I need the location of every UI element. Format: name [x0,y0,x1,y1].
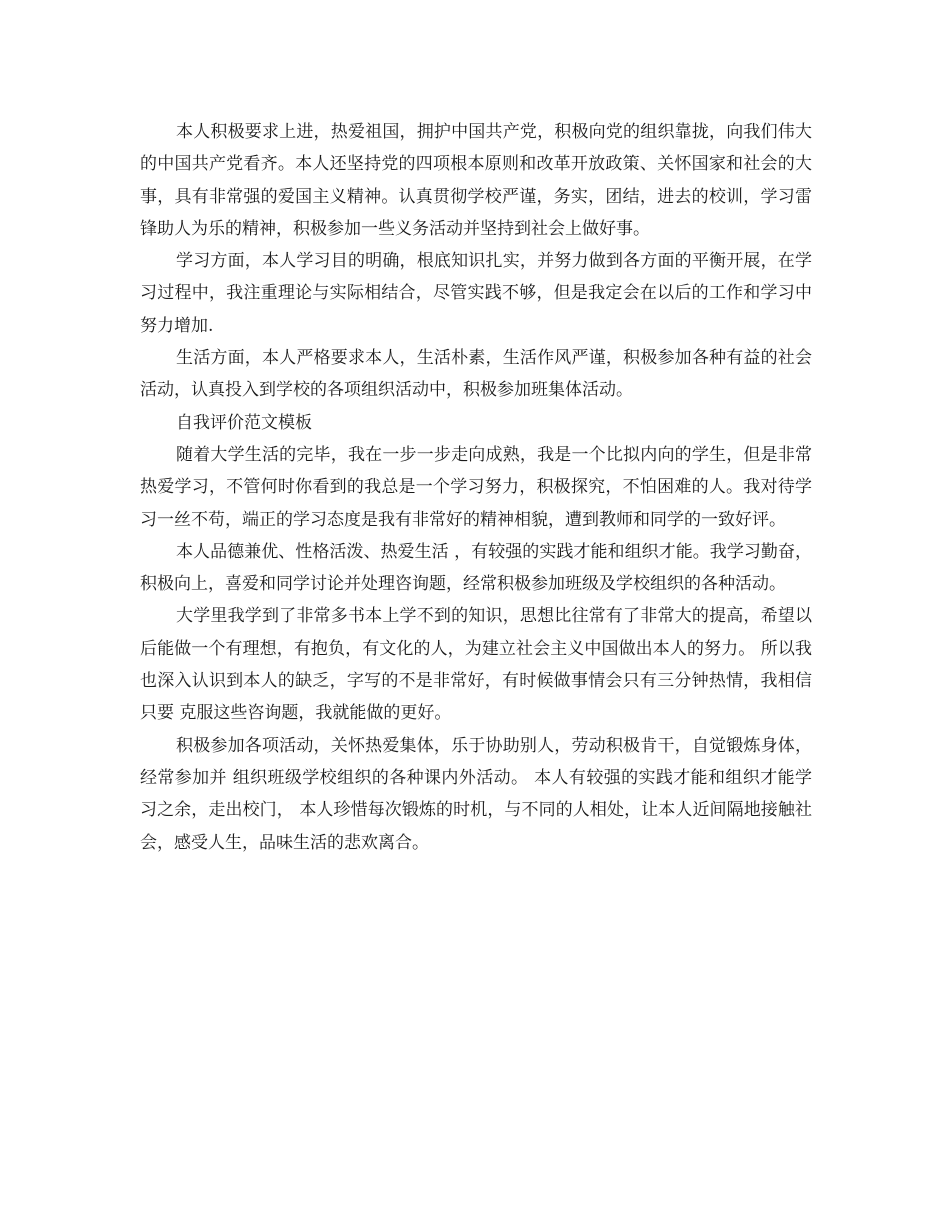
document-body [140,116,812,859]
paragraph-study: 学习方面，本人学习目的明确，根底知识扎实，并努力做到各方面的平衡开展，在学习过程中，我注重理论与实际相结合，尽管实践不够，但是我定会在以后的工作和学习中努力增加. [140,251,812,336]
paragraph-knowledge: 大学里我学到了非常多书本上学不到的知识，思想比往常有了非常大的提高，希望以后能做一个有理想，有抱负，有文化的人，为建立社会主义中国做出本人的努力。 所以我也深入认识到本人的缺乏，字写的不是非常好，有时候做事情会只有三分钟热情，我相信只要 克服这些咨询题，我就能做的更好。 [140,606,812,724]
paragraph-life: 生活方面，本人严格要求本人，生活朴素，生活作风严谨，积极参加各种有益的社会活动，认真投入到学校的各项组织活动中，积极参加班集体活动。 [140,348,812,401]
section-heading: 自我评价范文模板 [176,412,312,433]
paragraph-activities: 积极参加各项活动，关怀热爱集体，乐于协助别人，劳动积极肯干，自觉锻炼身体，经常参加并 组织班级学校组织的各种课内外活动。 本人有较强的实践才能和组织才能学习之余，走出校门， 本人珍惜每次锻炼的时机，与不同的人相处，让本人近间隔地接触社会，感受人生，品味生活的悲欢离合。 [140,735,812,853]
paragraph-character: 本人品德兼优、性格活泼、热爱生活 ，有较强的实践才能和组织才能。我学习勤奋，积极向上，喜爱和同学讨论并处理咨询题，经常积极参加班级及学校组织的各种活动。 [140,541,812,595]
paragraph-university-life: 随着大学生活的完毕，我在一步一步走向成熟，我是一个比拟内向的学生，但是非常热爱学习，不管何时你看到的我总是一个学习努力，积极探究，不怕困难的人。我对待学习一丝不苟，端正的学习态度是我有非常好的精神相貌，遭到教师和同学的一致好评。 [140,444,812,530]
paragraph-political: 本人积极要求上进，热爱祖国，拥护中国共产党，积极向党的组织靠拢，向我们伟大的中国共产党看齐。本人还坚持党的四项根本原则和改革开放政策、关怀国家和社会的大事，具有非常强的爱国主义精神。认真贯彻学校严谨，务实，团结，进去的校训，学习雷锋助人为乐的精神，积极参加一些义务活动并坚持到社会上做好事。 [140,122,812,239]
